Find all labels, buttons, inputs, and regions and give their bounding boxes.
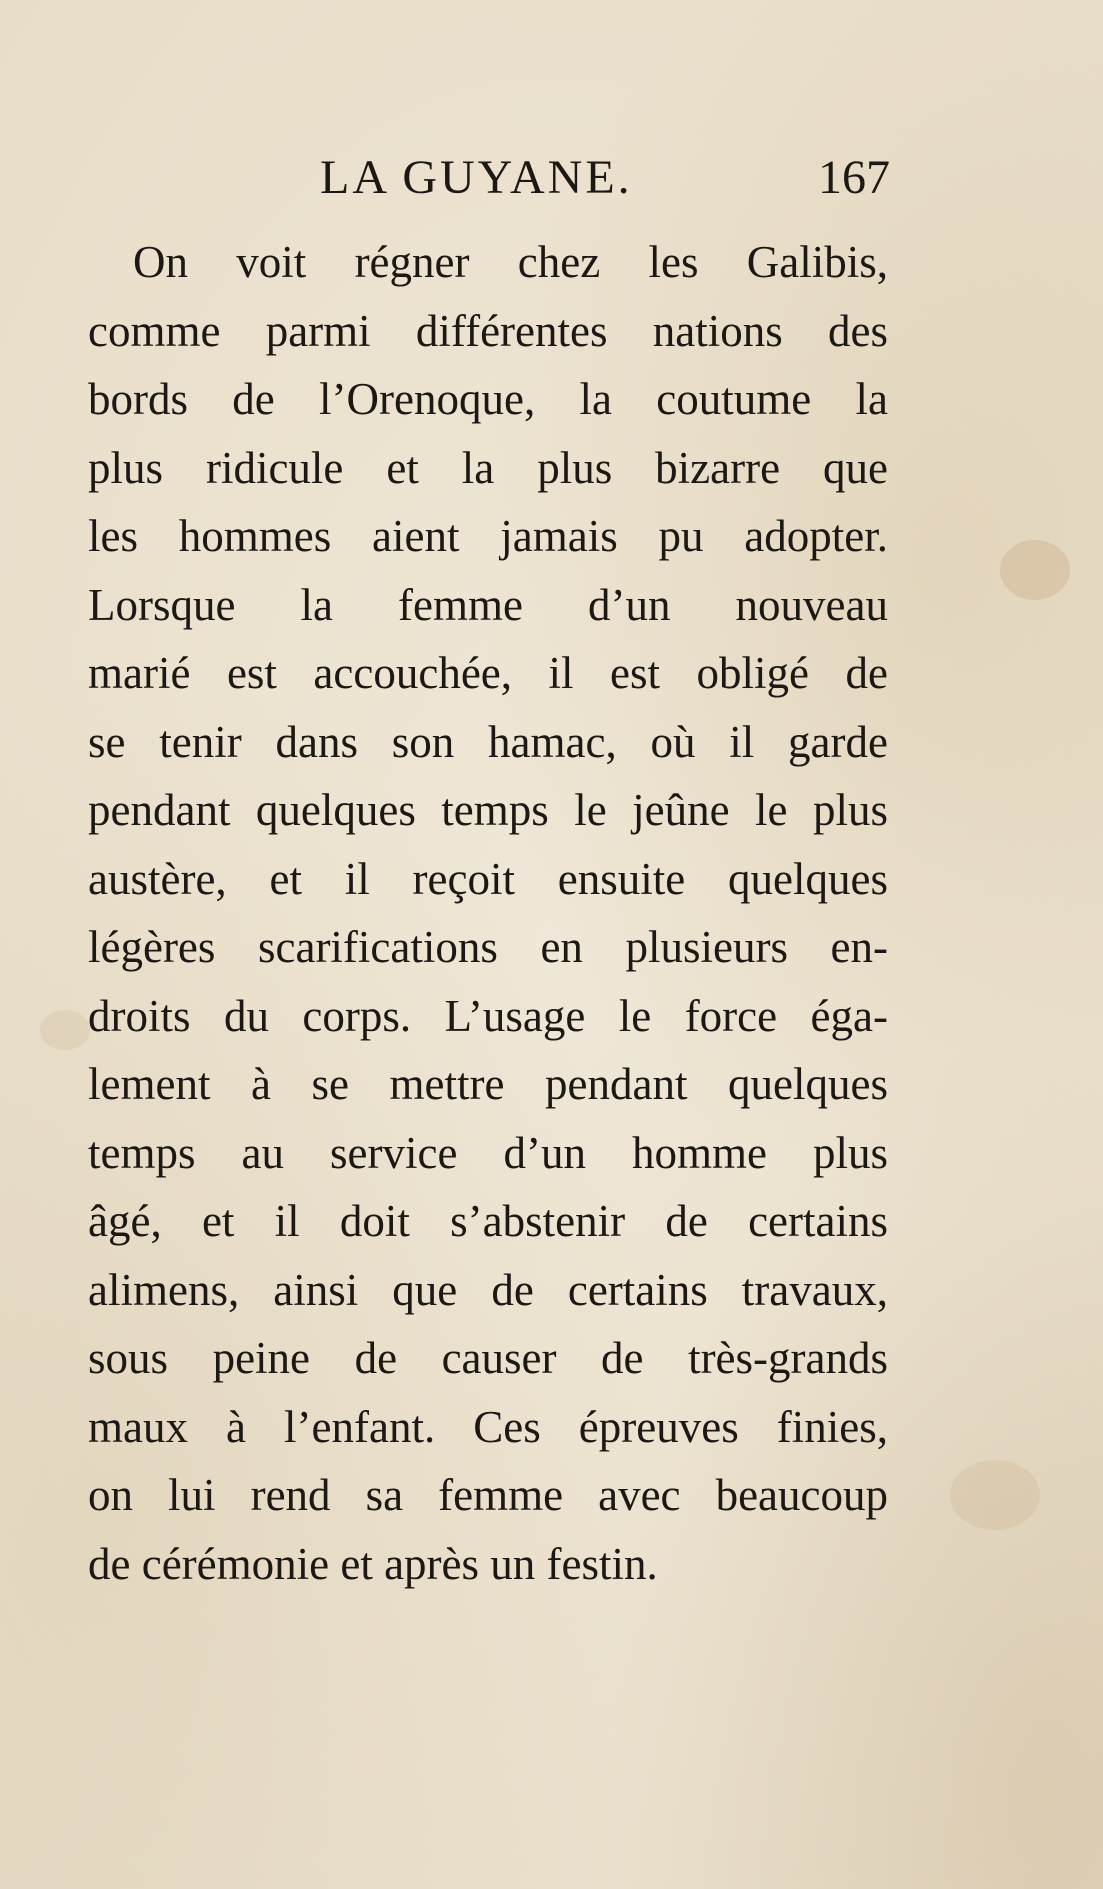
text-line: maux à l’enfant. Ces épreuves finies, [88,1401,888,1452]
text-line: lement à se mettre pendant quelques [88,1059,888,1109]
text-line: pendant quelques temps le jeûne le plus [88,785,888,835]
text-line: bords de l’Orenoque, la coutume la [88,374,888,424]
text-line: droits du corps. L’usage le force éga- [88,990,888,1041]
text-line: plus ridicule et la plus bizarre que [88,442,888,493]
text-line: comme parmi différentes nations des [88,305,888,356]
text-line: se tenir dans son hamac, où il garde [88,716,888,767]
text-line: légères scarifications en plusieurs en- [88,922,888,972]
page-header [320,150,890,210]
running-head: LA GUYANE. [320,151,633,204]
text-line: austère, et il reçoit ensuite quelques [88,853,888,904]
text-line: sous peine de causer de très-grands [88,1333,888,1383]
text-line: Lorsque la femme d’un nouveau [88,579,888,630]
text-line: âgé, et il doit s’abstenir de certains [88,1196,888,1246]
text-line: marié est accouchée, il est obligé de [88,648,888,698]
body-text [88,228,888,1598]
text-line: On voit régner chez les Galibis, [133,237,888,287]
page-number: 167 [818,151,890,204]
text-line: les hommes aient jamais pu adopter. [88,511,888,561]
paper-stain [40,1010,90,1050]
text-line: de cérémonie et après un festin. [88,1538,658,1589]
paper-stain [950,1460,1040,1530]
text-line: alimens, ainsi que de certains travaux, [88,1264,888,1315]
text-line: temps au service d’un homme plus [88,1127,888,1178]
paper-stain [1000,540,1070,600]
text-line: on lui rend sa femme avec beaucoup [88,1470,888,1520]
